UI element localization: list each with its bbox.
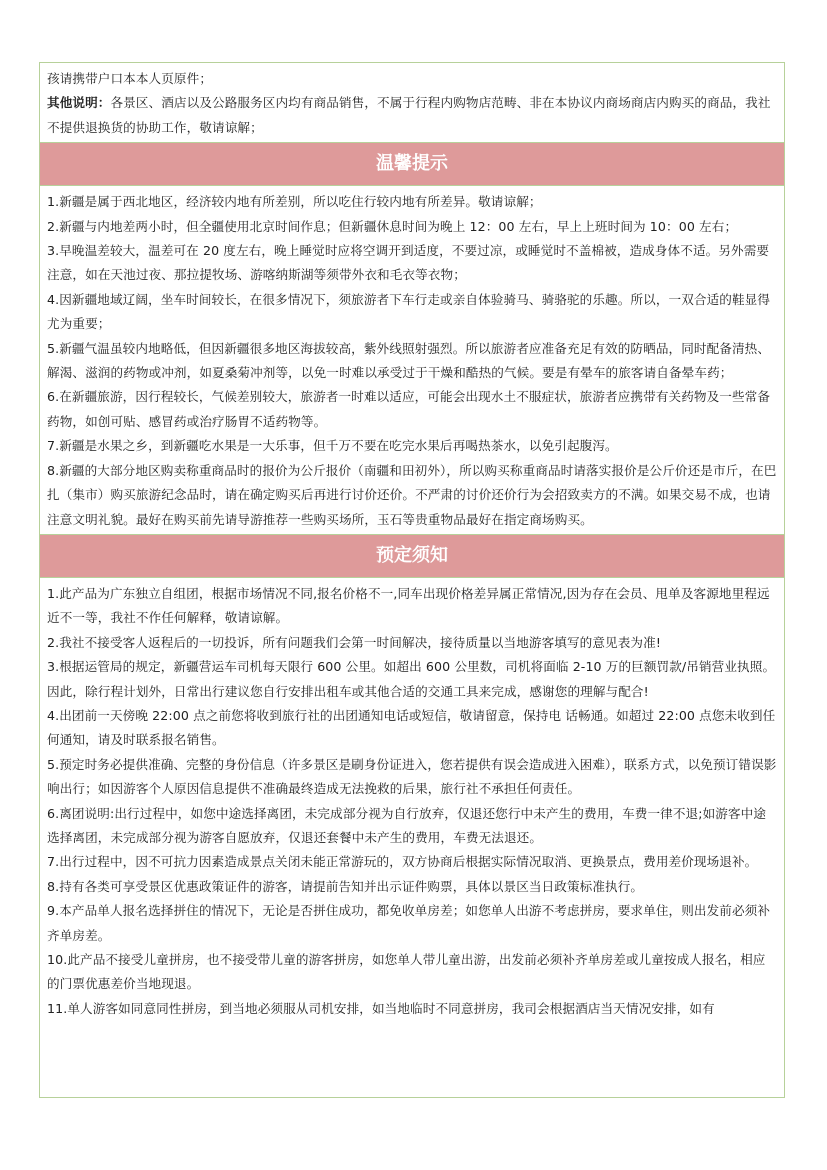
tips-section — [40, 186, 784, 534]
tip-item: 2.新疆与内地差两小时，但全疆使用北京时间作息；但新疆休息时间为晚上 12：00 左右，早上上班时间为 10：00 左右； — [47, 218, 738, 234]
booking-item: 7.出行过程中，因不可抗力因素造成景点关闭未能正常游玩的，双方协商后根据实际情况取消、更换景点，费用差价现场退补。 — [47, 854, 758, 870]
booking-item: 2.我社不接受客人返程后的一切投诉，所有问题我们会第一时间解决，接待质量以当地游客填写的意见表为准! — [47, 634, 661, 650]
booking-item: 5.预定时务必提供准确、完整的身份信息（许多景区是刷身份证进入，您若提供有误会造成进入困难），联系方式，以免预订错误影响出行；如因游客个人原因信息提供不准确最终造成无法挽救的后果，旅行社不承担任何责任。 — [47, 756, 777, 797]
intro-line: 孩请携带户口本本人页原件； — [47, 71, 213, 86]
other-notes-text: 各景区、酒店以及公路服务区内均有商品销售，不属于行程内购物店范畴、非在本协议内商场商店内购买的商品，我社不提供退换货的协助工作，敬请谅解； — [47, 95, 771, 135]
booking-header: 预定须知 — [40, 534, 784, 578]
tip-item: 6.在新疆旅游，因行程较长，气候差别较大，旅游者一时难以适应，可能会出现水土不服症状，旅游者应携带有关药物及一些常备药物，如创可贴、感冒药或治疗肠胃不适药物等。 — [47, 389, 771, 429]
booking-item: 10.此产品不接受儿童拼房，也不接受带儿童的游客拼房，如您单人带儿童出游，出发前必须补齐单房差或儿童按成人报名，相应的门票优惠差价当地现退。 — [47, 952, 766, 992]
tip-item: 7.新疆是水果之乡，到新疆吃水果是一大乐事，但千万不要在吃完水果后再喝热茶水，以免引起腹泻。 — [47, 438, 618, 454]
booking-item: 6.离团说明:出行过程中，如您中途选择离团，未完成部分视为自行放弃，仅退还您行中未产生的费用，车费一律不退;如游客中途选择离团，未完成部分视为游客自愿放弃，仅退还套餐中未产生的费用，车费无法退还。 — [47, 805, 767, 845]
tip-item: 3.早晚温差较大，温差可在 20 度左右，晚上睡觉时应将空调开到适度，不要过凉，或睡觉时不盖棉被，造成身体不适。另外需要注意，如在天池过夜、那拉提牧场、游喀纳斯湖等须带外衣和毛衣等衣物； — [47, 243, 770, 283]
booking-section — [40, 578, 784, 1023]
tip-item: 1.新疆是属于西北地区，经济较内地有所差别，所以吃住行较内地有所差异。敬请谅解； — [47, 194, 542, 210]
other-notes — [47, 91, 777, 140]
intro-section — [40, 63, 784, 142]
booking-item: 11.单人游客如同意同性拼房，到当地必须服从司机安排，如当地临时不同意拼房，我司会根据酒店当天情况安排，如有 — [47, 1000, 715, 1016]
booking-item: 9.本产品单人报名选择拼住的情况下，无论是否拼住成功，都免收单房差；如您单人出游不考虑拼房，要求单住，则出发前必须补齐单房差。 — [47, 903, 771, 943]
tip-item: 8.新疆的大部分地区购卖称重商品时的报价为公斤报价（南疆和田初外），所以购买称重商品时请落实报价是公斤价还是市斤，在巴扎（集市）购买旅游纪念品时，请在确定购买后再进行讨价还价。不严肃的讨价还价行为会招致卖方的不满。如果交易不成，也请注意文明礼貌。最好在购买前先请导游推荐一些购买场所，玉石等贵重物品最好在指定商场购买。 — [47, 462, 777, 527]
tip-item: 5.新疆气温虽较内地略低，但因新疆很多地区海拔较高，紫外线照射强烈。所以旅游者应准备充足有效的防晒品，同时配备清热、解渴、滋润的药物或冲剂，如夏桑菊冲剂等，以免一时难以承受过于干燥和酷热的气候。要是有晕车的旅客请自备晕车药； — [47, 340, 771, 381]
document-frame — [39, 62, 785, 1098]
tips-header: 温馨提示 — [40, 142, 784, 186]
booking-item: 4.出团前一天傍晚 22:00 点之前您将收到旅行社的出团通知电话或短信，敬请留意，保持电 话畅通。如超过 22:00 点您未收到任何通知，请及时联系报名销售。 — [47, 707, 776, 748]
booking-item: 3.根据运管局的规定，新疆营运车司机每天限行 600 公里。如超出 600 公里数，司机将面临 2-10 万的巨额罚款/吊销营业执照。因此，除行程计划外，日常出行建议您自行安排出租车或其他合适的交通工具来完成，感谢您的理解与配合! — [47, 659, 776, 699]
booking-item: 8.持有各类可享受景区优惠政策证件的游客，请提前告知并出示证件购票，具体以景区当日政策标准执行。 — [47, 878, 644, 894]
tip-item: 4.因新疆地域辽阔，坐车时间较长，在很多情况下，须旅游者下车行走或亲自体验骑马、骑骆驼的乐趣。所以，一双合适的鞋显得尤为重要； — [47, 291, 771, 332]
other-notes-label: 其他说明： — [47, 95, 111, 111]
booking-item: 1.此产品为广东独立自组团，根据市场情况不同,报名价格不一,同车出现价格差异属正常情况,因为存在会员、甩单及客源地里程远近不一等，我社不作任何解释，敬请谅解。 — [47, 585, 770, 626]
